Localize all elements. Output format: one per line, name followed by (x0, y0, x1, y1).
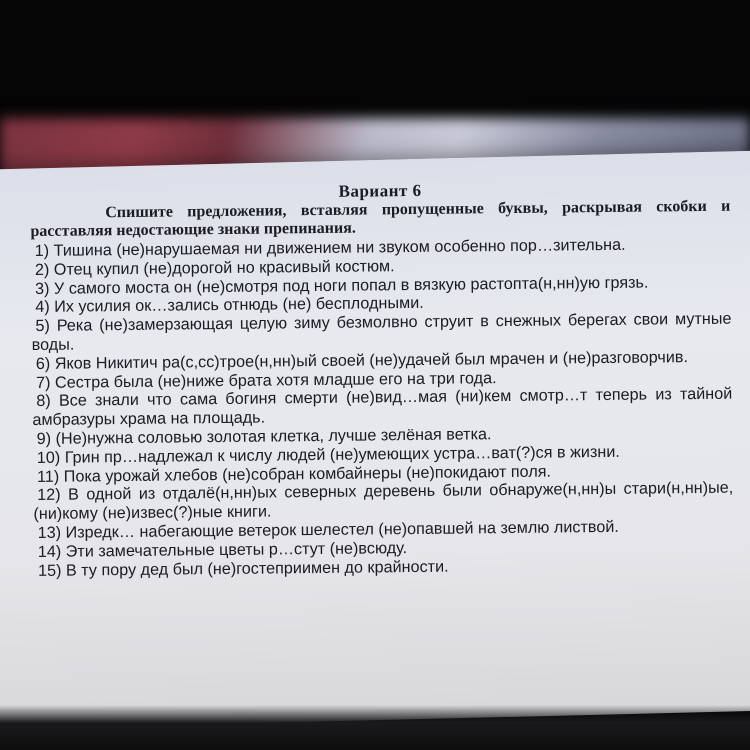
item-number: 9) (36, 429, 52, 448)
item-text: Яков Никитич ра(с,сс)трое(н,нн)ый своей (не)удачей был мрачен и (не)разговорчив. (54, 347, 689, 373)
variant-title: Вариант 6 (338, 180, 422, 201)
item-text: Тишина (не)нарушаемая ни движением ни звуком особенно пор…зительна. (53, 235, 626, 260)
item-number: 11) (36, 467, 60, 486)
task-instruction: Спишите предложения, вставляя пропущенные буквы, раскрывая скобки и расставляя недостающие знаки препинания. (30, 197, 731, 240)
item-number: 7) (35, 373, 51, 392)
item-text: У самого моста он (не)смотря под ноги попал в вязкую растопта(н,нн)ую грязь. (53, 273, 649, 298)
item-number: 5) (35, 316, 50, 336)
item-text: Эти замечательные цветы р…стут (не)всюду. (65, 538, 408, 561)
item-text: В одной из отдалё(н,нн)ых северных деревень были обнаруже(н,нн)ы стари(н,нн)ые, (ни)кому (не)извес(?)ные книги. (33, 479, 734, 524)
item-text: Их усилия ок…зались отнюдь (не) бесплодными. (54, 294, 424, 317)
item-number: 15) (37, 561, 62, 580)
item-number: 2) (34, 260, 50, 279)
item-text: Пока урожай хлебов (не)собран комбайнеры (не)покидают поля. (63, 462, 552, 486)
item-text: В ту пору дед был (не)гостеприимен до крайности. (65, 557, 449, 580)
item-number: 6) (35, 354, 51, 373)
worksheet-text (30, 178, 734, 581)
item-text: Изредк… набегающие ветерок шелестел (не)опавшей на землю листвой. (65, 517, 619, 542)
dark-background (0, 0, 750, 122)
item-number: 10) (36, 448, 61, 467)
item-number: 1) (34, 241, 50, 260)
dark-foreground-edge (0, 705, 750, 750)
item-number: 12) (37, 486, 61, 505)
item-text: (Не)нужна соловью золотая клетка, лучше зелёная ветка. (55, 425, 492, 448)
item-number: 8) (36, 392, 51, 411)
item-text: Грин пр…надлежал к числу людей (не)умеющих устра…ват(?)ся в жизни. (64, 442, 620, 467)
item-text: Река (не)замерзающая целую зиму безмолвно струит в снежных берегах свои мутные воды. (31, 309, 732, 354)
item-text: Все знали что сама богиня смерти (не)вид…мая (ни)кем смотр…т теперь из тайной амбразуры храма на площадь. (32, 385, 733, 430)
item-number: 3) (34, 279, 50, 298)
item-text: Отец купил (не)дорогой но красивый костюм. (53, 256, 395, 279)
item-number: 13) (37, 523, 62, 542)
item-number: 14) (37, 542, 62, 561)
item-text: Сестра была (не)ниже брата хотя младше его на три года. (54, 368, 497, 392)
item-number: 4) (35, 298, 50, 317)
